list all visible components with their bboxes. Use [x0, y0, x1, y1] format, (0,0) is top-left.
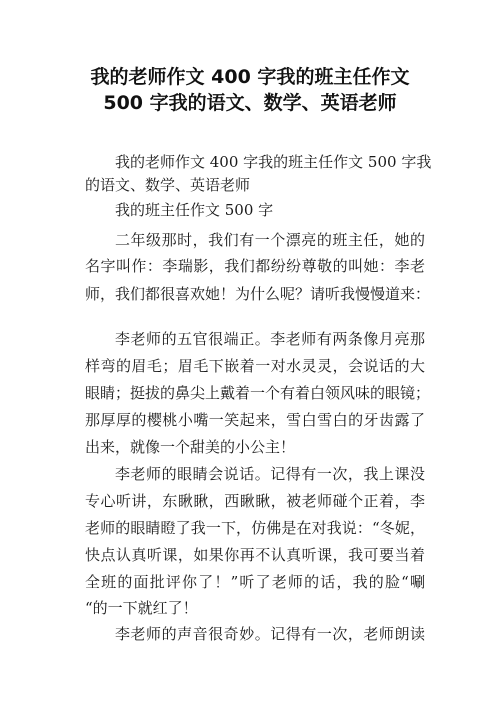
paragraph-3-line-2: 名字叫作：李瑞影，我们都纷纷尊敬的叫她：李老 [85, 257, 425, 275]
paragraph-3-line-3: 师，我们都很喜欢她！为什么呢？请听我慢慢道来： [85, 285, 431, 303]
paragraph-5-line-3: 老师的眼睛瞪了我一下，仿佛是在对我说：“冬妮， [85, 519, 425, 537]
paragraph-2-line-1: 我的班主任作文 500 字 [115, 201, 274, 219]
document-title-line-1: 我的老师作文 400 字我的班主任作文 [90, 66, 410, 88]
paragraph-5-line-1: 李老师的眼睛会说话。记得有一次，我上课没 [115, 465, 425, 483]
paragraph-5-line-2: 专心听讲，东瞅瞅，西瞅瞅，被老师碰个正着，李 [85, 492, 425, 510]
document-title-line-2: 500 字我的语文、数学、英语老师 [103, 92, 397, 114]
paragraph-1-line-2: 的语文、数学、英语老师 [85, 176, 251, 194]
paragraph-4-line-2: 样弯的眉毛；眉毛下嵌着一对水灵灵，会说话的大 [85, 357, 425, 375]
paragraph-4-line-1: 李老师的五官很端正。李老师有两条像月亮那 [115, 330, 425, 348]
paragraph-5-line-4: 快点认真听课，如果你再不认真听课，我可要当着 [85, 546, 425, 564]
paragraph-4-line-3: 眼睛；挺拔的鼻尖上戴着一个有着白领风味的眼镜； [85, 384, 431, 402]
paragraph-6-line-1: 李老师的声音很奇妙。记得有一次，老师朗读 [115, 625, 425, 643]
paragraph-4-line-5: 出来，就像一个甜美的小公主！ [85, 438, 296, 456]
paragraph-1-line-1: 我的老师作文 400 字我的班主任作文 500 字我 [115, 153, 432, 171]
paragraph-5-line-5: 全班的面批评你了！”听了老师的话，我的脸“唰 [85, 573, 425, 591]
paragraph-3-line-1: 二年级那时，我们有一个漂亮的班主任，她的 [115, 231, 425, 249]
paragraph-4-line-4: 那厚厚的樱桃小嘴一笑起来，雪白雪白的牙齿露了 [85, 411, 425, 429]
paragraph-5-line-6: “的一下就红了！ [85, 599, 198, 617]
